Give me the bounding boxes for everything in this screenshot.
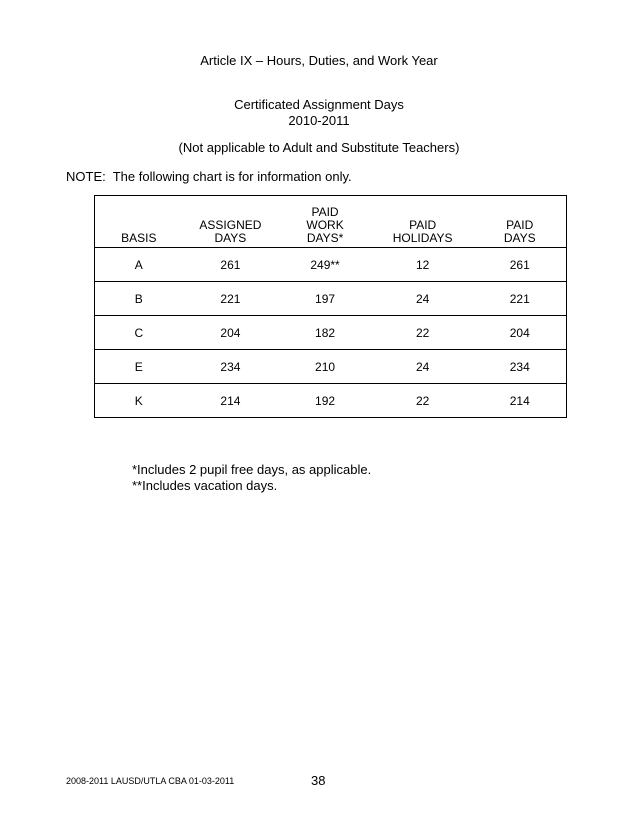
table-row xyxy=(95,282,567,316)
header-line: PAID xyxy=(409,218,437,232)
cell-paid-holidays: 24 xyxy=(372,350,474,384)
table-row xyxy=(95,248,567,282)
header-paid-work-days xyxy=(278,196,372,248)
cell-basis: K xyxy=(95,384,183,418)
cell-paid-work-days: 182 xyxy=(278,316,372,350)
header-line: DAYS* xyxy=(306,231,344,245)
information-note: NOTE: The following chart is for information only. xyxy=(66,169,352,184)
footer-document-id: 2008-2011 LAUSD/UTLA CBA 01-03-2011 xyxy=(66,776,235,786)
cell-paid-holidays: 12 xyxy=(372,248,474,282)
cell-paid-holidays: 22 xyxy=(372,316,474,350)
cell-paid-days: 204 xyxy=(473,316,566,350)
header-basis xyxy=(95,196,183,248)
assignment-years: 2010-2011 xyxy=(288,113,350,128)
cell-basis: C xyxy=(95,316,183,350)
header-line: PAID xyxy=(506,218,534,232)
assignment-days-title: Certificated Assignment Days xyxy=(234,97,404,112)
not-applicable-note: (Not applicable to Adult and Substitute Teachers) xyxy=(178,140,460,155)
cell-paid-days: 234 xyxy=(473,350,566,384)
header-line: WORK xyxy=(306,218,344,232)
header-paid-days xyxy=(473,196,566,248)
cell-paid-work-days: 192 xyxy=(278,384,372,418)
cell-assigned-days: 261 xyxy=(183,248,279,282)
header-assigned-days xyxy=(183,196,279,248)
table-row xyxy=(95,316,567,350)
cell-assigned-days: 234 xyxy=(183,350,279,384)
cell-paid-work-days: 210 xyxy=(278,350,372,384)
table-header-row xyxy=(95,196,567,248)
cell-basis: A xyxy=(95,248,183,282)
cell-paid-days: 261 xyxy=(473,248,566,282)
header-line: DAYS xyxy=(214,231,247,245)
cell-assigned-days: 214 xyxy=(183,384,279,418)
cell-paid-work-days: 197 xyxy=(278,282,372,316)
footnote-pupil-free-days: *Includes 2 pupil free days, as applicable. xyxy=(132,462,372,477)
cell-paid-holidays: 22 xyxy=(372,384,474,418)
header-line: DAYS xyxy=(503,231,536,245)
table-row xyxy=(95,350,567,384)
cell-assigned-days: 204 xyxy=(183,316,279,350)
cell-paid-days: 221 xyxy=(473,282,566,316)
cell-basis: B xyxy=(95,282,183,316)
cell-basis: E xyxy=(95,350,183,384)
table-row xyxy=(95,384,567,418)
footnote-vacation-days: **Includes vacation days. xyxy=(132,478,278,493)
header-line: ASSIGNED xyxy=(199,218,262,232)
cell-paid-work-days: 249** xyxy=(278,248,372,282)
header-line: BASIS xyxy=(121,231,157,245)
cell-assigned-days: 221 xyxy=(183,282,279,316)
page-number: 38 xyxy=(311,773,326,788)
cell-paid-days: 214 xyxy=(473,384,566,418)
article-title: Article IX – Hours, Duties, and Work Year xyxy=(200,53,438,68)
cell-paid-holidays: 24 xyxy=(372,282,474,316)
header-line: PAID xyxy=(311,205,339,219)
header-line: HOLIDAYS xyxy=(392,231,453,245)
assignment-days-table xyxy=(94,195,567,418)
header-paid-holidays xyxy=(372,196,474,248)
